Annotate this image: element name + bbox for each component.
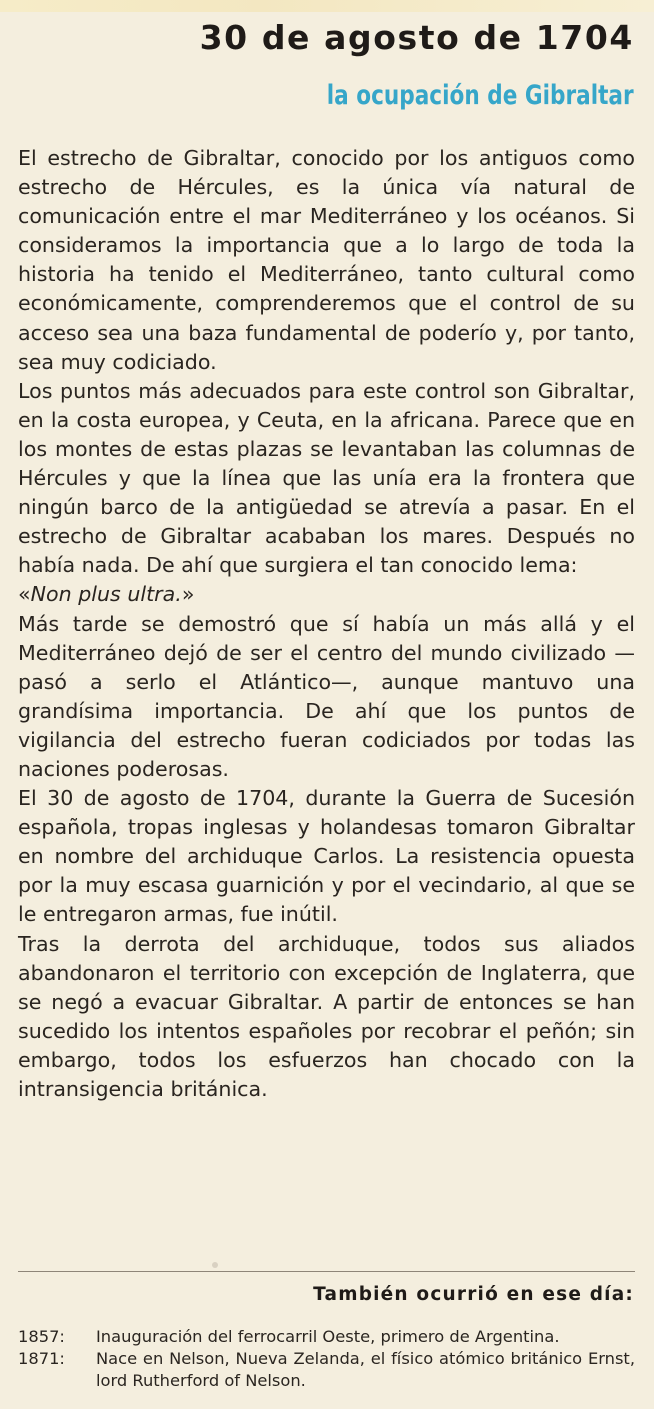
event-item — [18, 1326, 635, 1348]
article-body — [18, 144, 635, 1104]
motto-text: Non plus ultra. — [30, 582, 182, 607]
event-year: 1857: — [18, 1327, 65, 1346]
events-list — [18, 1326, 635, 1392]
motto-close-quote: » — [181, 582, 195, 607]
article-paragraph: El 30 de agosto de 1704, durante la Guerra de Sucesión española, tropas inglesas y holandesas tomaron Gibraltar en nombre del archiduque Carlos. La resistencia opuesta por la muy escasa guarnición y por el vecindario, al que se le entregaron armas, fue inútil. — [18, 786, 635, 927]
article-paragraph: El estrecho de Gibraltar, conocido por los antiguos como estrecho de Hércules, es la única vía natural de comunicación entre el mar Mediterráneo y los océanos. Si consideramos la importancia que a lo largo de toda la historia ha tenido el Mediterráneo, tanto cultural como económicamente, comprenderemos que el control de su acceso sea una baza fundamental de poderío y, por tanto, sea muy codiciado. — [18, 146, 635, 374]
page-title: 30 de agosto de 1704 — [199, 18, 634, 57]
page-top-edge — [0, 0, 654, 12]
article-paragraph: Más tarde se demostró que sí había un más allá y el Mediterráneo dejó de ser el centro del mundo civilizado —pasó a serlo el Atlántico—, aunque mantuvo una grandísima importancia. De ahí que los puntos de vigilancia del estrecho fueran codiciados por todas las naciones poderosas. — [18, 611, 635, 781]
event-year: 1871: — [18, 1349, 65, 1368]
event-text: Inauguración del ferrocarril Oeste, primero de Argentina. — [96, 1327, 560, 1346]
event-item — [18, 1348, 635, 1392]
paper-speck — [212, 1262, 218, 1268]
section-divider — [18, 1271, 635, 1272]
event-text: Nace en Nelson, Nueva Zelanda, el físico atómico británico Ernst, lord Rutherford of Nelson. — [96, 1349, 635, 1390]
article-paragraph — [18, 377, 635, 610]
motto-open-quote: « — [18, 582, 31, 607]
article-paragraph: Tras la derrota del archiduque, todos sus aliados abandonaron el territorio con excepción de Inglaterra, que se negó a evacuar Gibraltar. A partir de entonces se han sucedido los intentos españoles por recobrar el peñón; sin embargo, todos los esfuerzos han chocado con la intransigencia británica. — [18, 931, 635, 1101]
article-paragraph-text: Los puntos más adecuados para este control son Gibraltar, en la costa europea, y Ceuta, en la africana. Parece que en los montes de estas plazas se levantaban las columnas de Hércules y que la línea que las unía era la frontera que ningún barco de la antigüedad se atrevía a pasar. En el estrecho de Gibraltar acababan los mares. Después no había nada. De ahí que surgiera el tan conocido lema: — [18, 378, 635, 578]
also-happened-heading: También ocurrió en ese día: — [313, 1284, 634, 1305]
page-subtitle: la ocupación de Gibraltar — [327, 80, 634, 111]
